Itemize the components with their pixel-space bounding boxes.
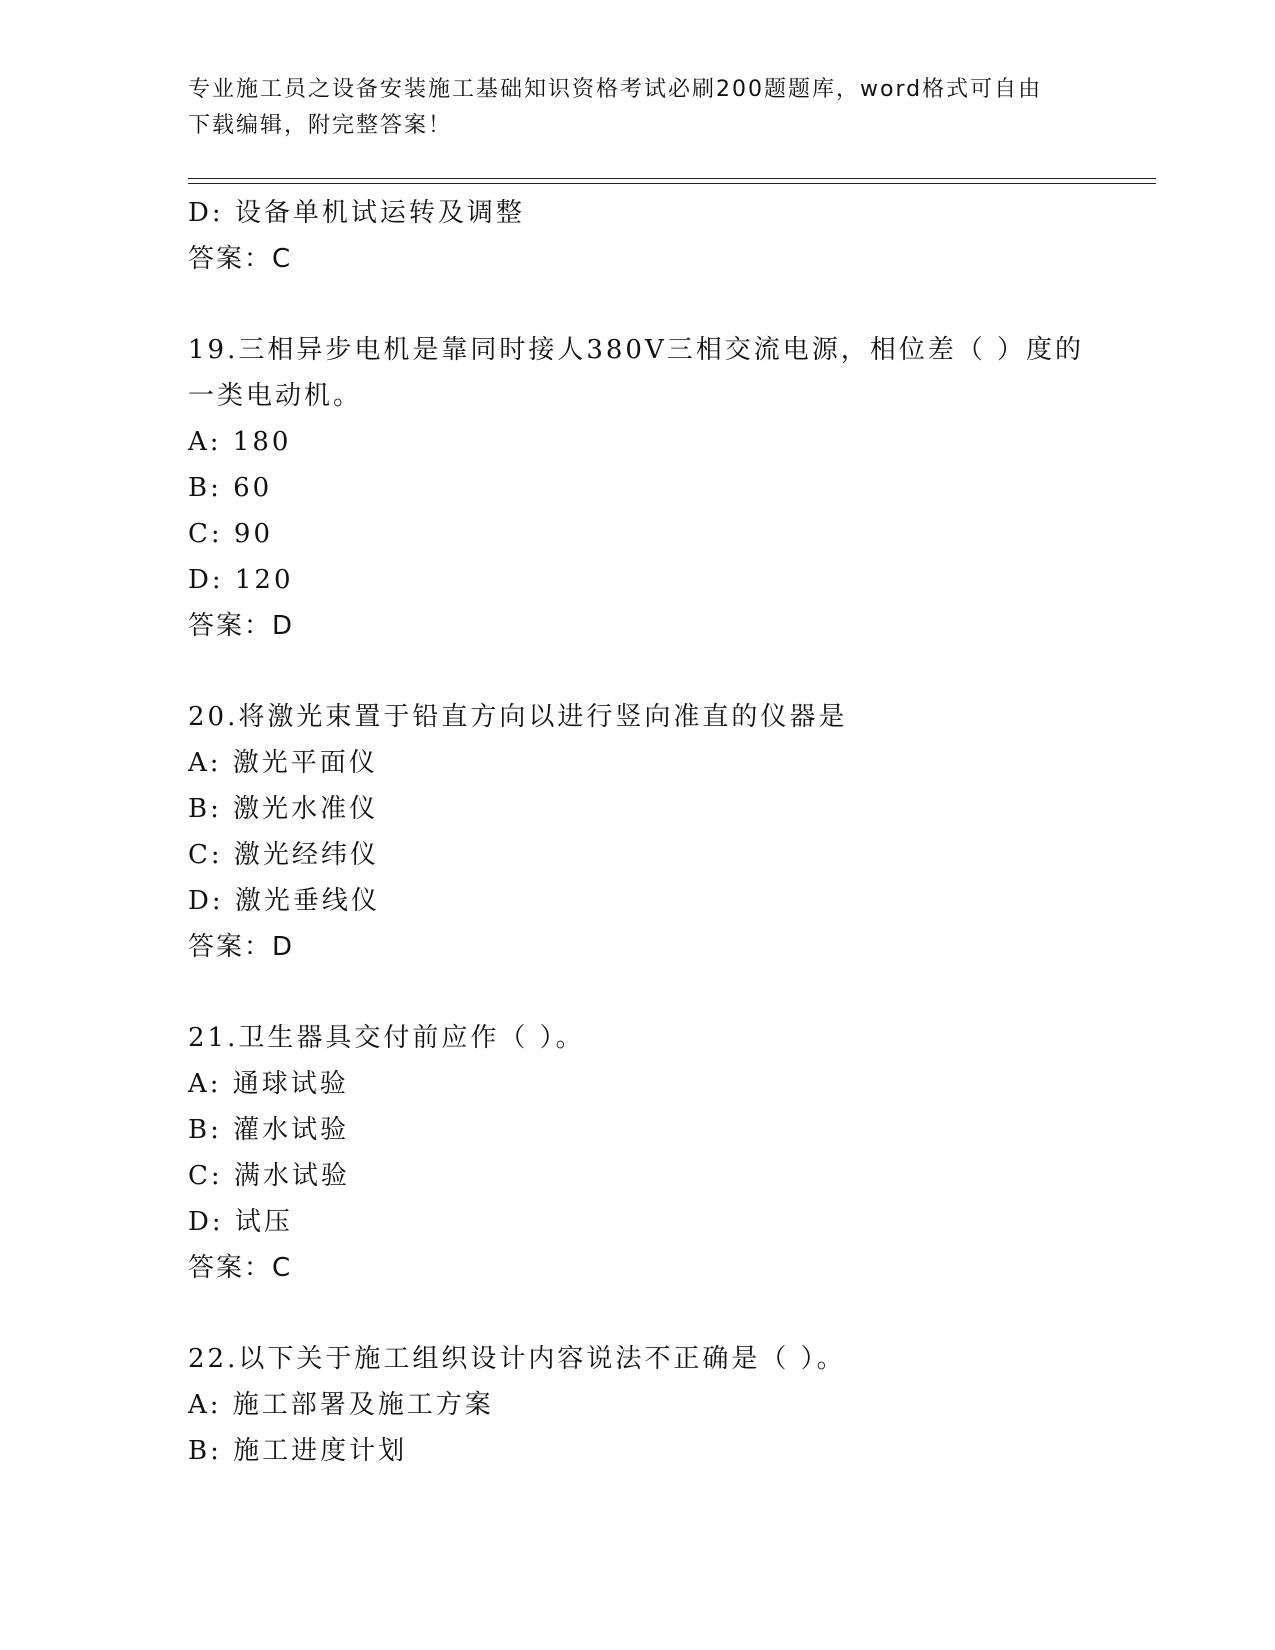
answer-line: 答案：C [188, 244, 293, 274]
header-divider-bottom [188, 183, 1156, 184]
question-stem: 22.以下关于施工组织设计内容说法不正确是（ ）。 [188, 1344, 846, 1374]
option-a: A: 施工部署及施工方案 [188, 1390, 494, 1420]
question-stem: 20.将激光束置于铅直方向以进行竖向准直的仪器是 [188, 702, 848, 732]
header-line-2: 下载编辑，附完整答案！ [188, 113, 453, 138]
option-a: A: 激光平面仪 [188, 748, 378, 778]
option-b: B: 灌水试验 [188, 1115, 350, 1145]
option-b: B: 激光水准仪 [188, 794, 379, 824]
option-d: D: 激光垂线仪 [188, 886, 380, 916]
option-b: B: 60 [188, 473, 273, 503]
question-content [188, 190, 1088, 1474]
question-stem: 21.卫生器具交付前应作（ ）。 [188, 1023, 585, 1053]
question-19 [188, 327, 1088, 649]
question-stem: 19.三相异步电机是靠同时接人380V三相交流电源，相位差（ ）度的 [188, 335, 1085, 365]
header-divider-top [188, 178, 1156, 179]
question-stem-continued: 一类电动机。 [188, 381, 363, 411]
answer-line: 答案：C [188, 1253, 293, 1283]
question-21 [188, 1015, 1088, 1291]
option-c: C: 激光经纬仪 [188, 840, 379, 870]
option-d: D: 试压 [188, 1207, 293, 1237]
option-c: C: 90 [188, 519, 274, 549]
option-b: B: 施工进度计划 [188, 1436, 408, 1466]
document-header [188, 72, 1088, 144]
option-a: A: 通球试验 [188, 1069, 349, 1099]
question-22 [188, 1336, 1088, 1474]
option-d: D: 设备单机试运转及调整 [188, 198, 525, 228]
option-d: D: 120 [188, 565, 294, 595]
option-a: A: 180 [188, 427, 292, 457]
option-c: C: 满水试验 [188, 1161, 350, 1191]
answer-line: 答案：D [188, 611, 295, 641]
header-line-1: 专业施工员之设备安装施工基础知识资格考试必刷200题题库，word格式可自由 [188, 77, 1043, 102]
question-20 [188, 694, 1088, 970]
answer-line: 答案：D [188, 932, 295, 962]
